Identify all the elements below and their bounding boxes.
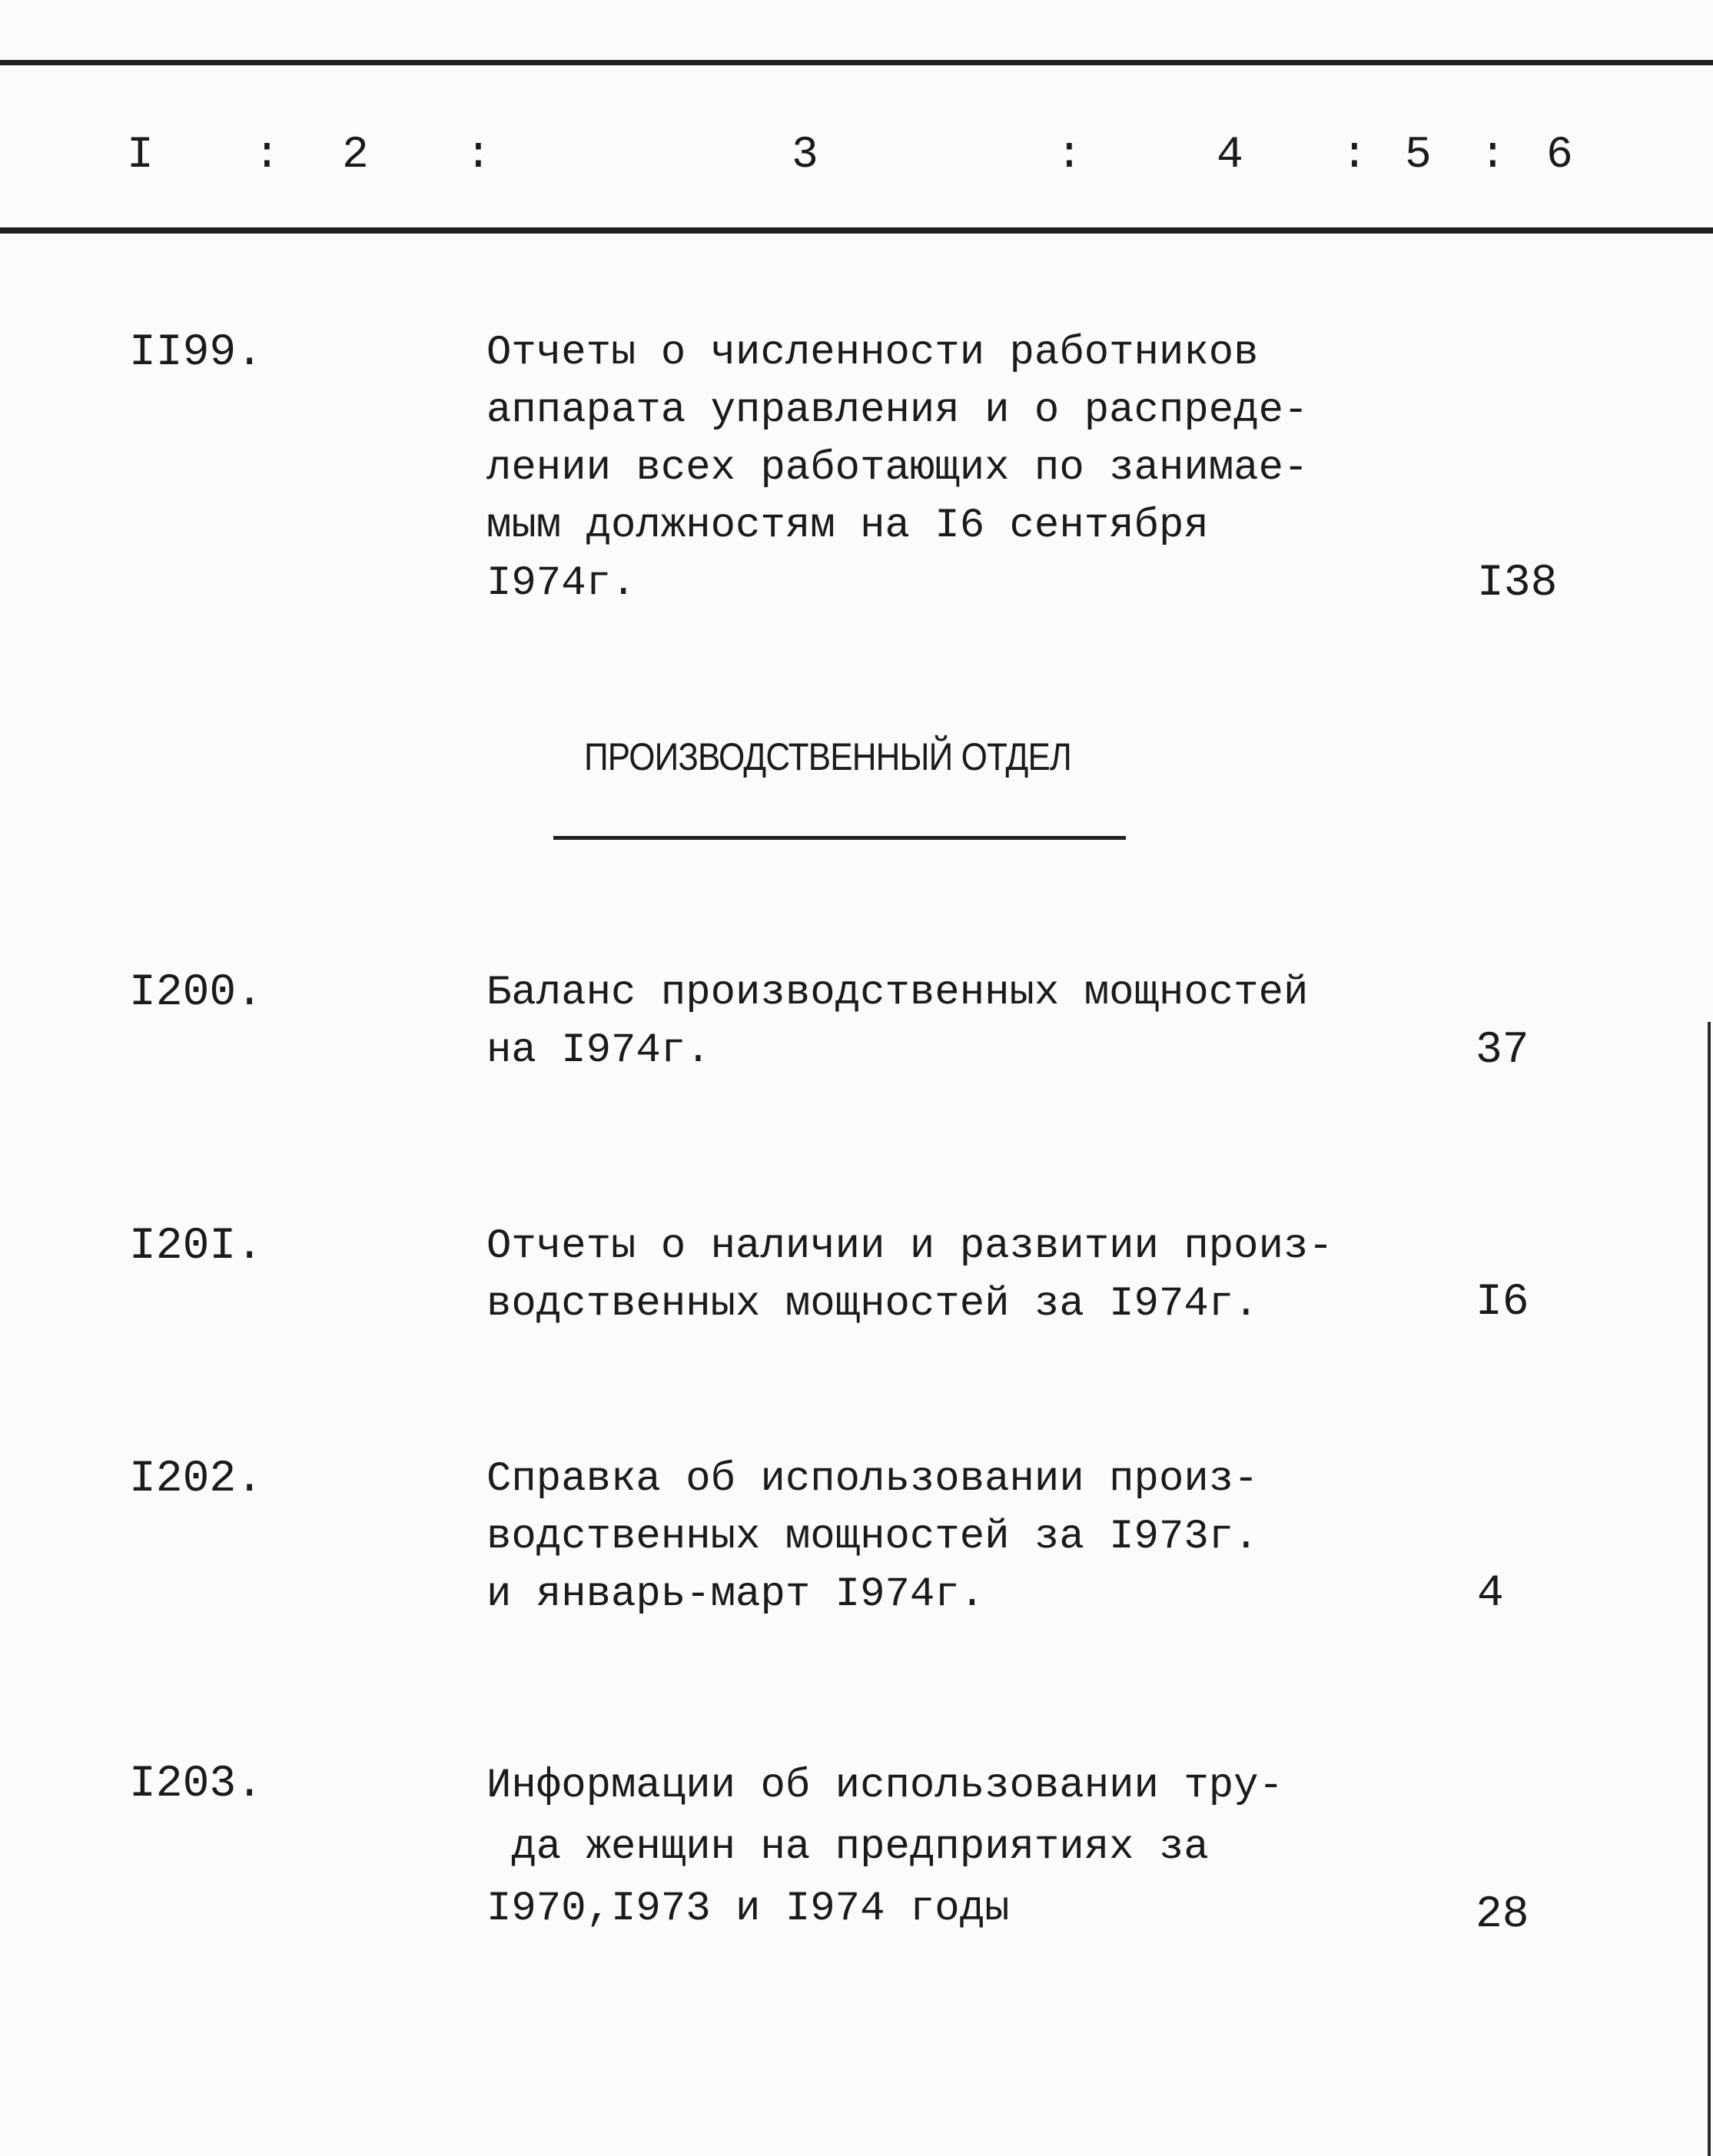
page-edge-line xyxy=(1708,1022,1711,2156)
entry-number: I202. xyxy=(129,1454,264,1504)
entry-title: Отчеты о численности работников аппарата управления и о распреде- лении всех работающих по занимае- мым должностям на I6 сентября I974г. xyxy=(486,330,1309,607)
column-separator: : xyxy=(465,131,492,181)
entry-sheet-count: 4 xyxy=(1477,1569,1504,1619)
entry-sheet-count: 37 xyxy=(1476,1026,1529,1076)
entry-sheet-count: 28 xyxy=(1476,1890,1529,1940)
header-bottom-rule xyxy=(0,227,1713,234)
entry-sheet-count: I6 xyxy=(1476,1278,1529,1328)
entry-title: Информации об использовании тру- да женщин на предприятиях за I970,I973 и I974 годы xyxy=(486,1763,1283,1932)
section-heading-underline xyxy=(553,836,1126,840)
entry-number: I200. xyxy=(129,968,264,1018)
column-separator: : xyxy=(254,131,281,181)
entry-number: I203. xyxy=(129,1760,264,1809)
header-top-rule xyxy=(0,60,1713,65)
entry-number: I20I. xyxy=(129,1222,264,1272)
column-separator: : xyxy=(1479,131,1506,181)
column-separator: : xyxy=(1056,131,1083,181)
entry-title: Справка об использовании произ- водственных мощностей за I973г. и январь-март I974г. xyxy=(486,1456,1259,1618)
column-header-1: I xyxy=(127,131,154,181)
section-heading: ПРОИЗВОДСТВЕННЫЙ ОТДЕЛ xyxy=(584,735,1071,778)
column-header-4: 4 xyxy=(1217,131,1243,181)
entry-title: Отчеты о наличии и развитии произ- водственных мощностей за I974г. xyxy=(486,1223,1333,1328)
column-separator: : xyxy=(1341,131,1368,181)
entry-number: II99. xyxy=(129,328,264,378)
column-header-2: 2 xyxy=(342,131,369,181)
entry-sheet-count: I38 xyxy=(1477,559,1558,609)
column-header-3: 3 xyxy=(792,131,818,181)
column-header-6: 6 xyxy=(1546,131,1573,181)
entry-title: Баланс производственных мощностей на I974г. xyxy=(486,970,1309,1074)
column-header-5: 5 xyxy=(1405,131,1432,181)
